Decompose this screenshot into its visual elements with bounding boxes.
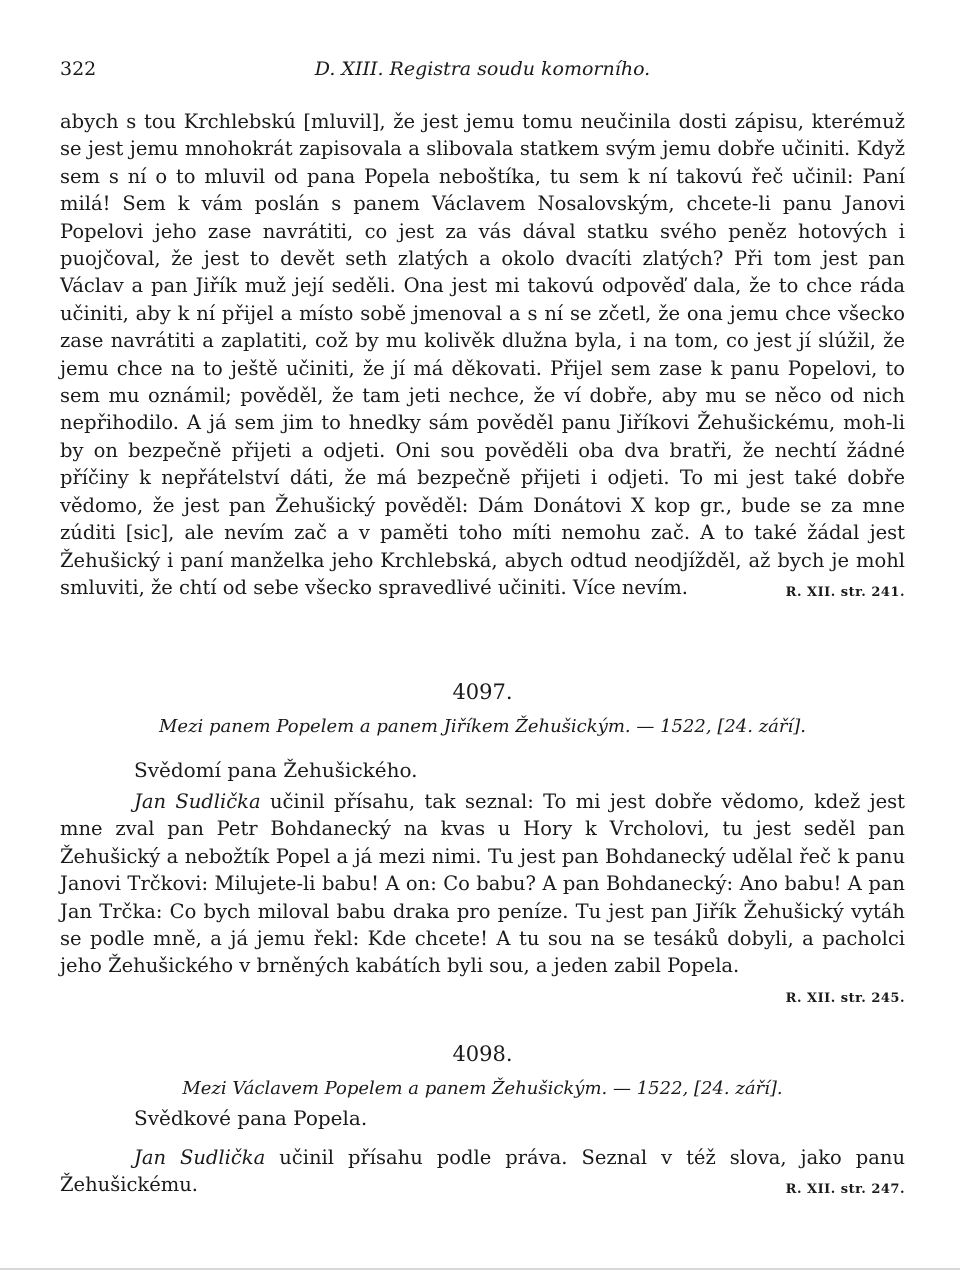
witness-name: Jan Sudlička: [134, 1146, 266, 1169]
running-head: [60, 58, 905, 88]
entry-4097: [60, 788, 905, 1012]
entry-number: 4098.: [452, 1042, 513, 1066]
witness-name: Jan Sudlička: [134, 790, 261, 813]
witness-label: Svědomí pana Žehušického.: [134, 758, 418, 782]
witness-label: Svědkové pana Popela.: [134, 1106, 368, 1130]
page-number: 322: [60, 58, 97, 80]
source-reference: R. XII. str. 247.: [785, 1182, 905, 1198]
entry-body: učinil přísahu, tak seznal: To mi jest dobře vědomo, kdež jest mne zval pan Petr Bohdanecký na kvas u Hory k Vrcholovi, tu jest seděl pan Žehušický a nebožtík Popel a já mezi nimi. Tu jest pan Bohdanecký udělal řeč k panu Janovi Trčkovi: Milujete-li babu! A on: Co babu? A pan Bohdanecký: Ano babu! A pan Jan Trčka: Co bych miloval babu draka pro peníze. Tu jest pan Jiřík Žehušický vytáh se podle mně, a já jemu řekl: Kde chcete! A tu sou na se tesáků dobyli, a pacholci jeho Žehušického v brněných kabátích byli sou, a jeden zabil Popela.: [60, 790, 905, 978]
entry-text: [60, 108, 905, 601]
running-title: D. XIII. Registra soudu komorního.: [314, 58, 651, 80]
entry-heading: Mezi Václavem Popelem a panem Žehušickým. — 1522, [24. září].: [182, 1078, 783, 1099]
entry-4098: [60, 1144, 905, 1204]
entry-body: učinil přísahu podle práva. Seznal v též slova, jako panu Žehušickému.: [60, 1146, 905, 1197]
source-reference: R. XII. str. 245.: [785, 990, 905, 1006]
entry-text: [60, 788, 905, 1006]
entry-heading: Mezi panem Popelem a panem Jiříkem Žehušickým. — 1522, [24. září].: [158, 716, 807, 737]
source-reference: R. XII. str. 241.: [785, 584, 905, 600]
entry-number: 4097.: [452, 680, 513, 704]
entry-text: [60, 1144, 905, 1199]
page-edge-divider: [0, 1268, 960, 1270]
continued-entry: [60, 108, 905, 606]
entry-body: abych s tou Krchlebskú [mluvil], že jest jemu tomu neučinila dosti zápisu, kterémuž se jest jemu mnohokrát zapisovala a slibovala statkem svým jemu dobře učiniti. Když sem s ní o to mluvil od pana Popela neboštíka, tu sem k ní takovú řeč učinil: Paní milá! Sem k vám poslán s panem Václavem Nosalovským, chcete-li panu Janovi Popelovi jeho zase navrátiti, co jest za vás dával statku svého peněz hotových i puojčoval, že jest to devět seth zlatých a okolo dvacíti zlatých? Při tom jest pan Václav a pan Jiřík muž její seděli. Ona jest mi takovú odpověď dala, že to chce ráda učiniti, aby k ní přijel a místo sobě jmenoval a s ní se zčetl, že ona jemu chce všecko zase navrátiti a zaplatiti, což by mu kolivěk dlužna byla, i na tom, co jest jí slúžil, že jemu chce na to ještě učiniti, že jí má děkovati. Přijel sem zase k panu Popelovi, to sem mu oznámil; pověděl, že tam jeti nechce, že ví dobře, aby mu se něco od nich nepřihodilo. A já sem jim to hnedky sám pověděl panu Jiříkovi Žehušickému, moh-li by on bezpečně přijeti a odjeti. Oni sou pověděli oba dva bratři, že nechtí žádné příčiny k nepřátelství dáti, že má bezpečně přijeti i odjeti. To mi jest také dobře vědomo, že jest pan Žehušický pověděl: Dám Donátovi X kop gr., bude se za mne zúditi [sic], ale nevím zač a v paměti toho míti nemohu zač. A to také žádal jest Žehušický i paní manželka jeho Krchlebská, abych odtud neodjížděl, až bych je mohl smluviti, že chtí od sebe všecko spravedlivé učiniti. Více nevím.: [60, 110, 905, 599]
